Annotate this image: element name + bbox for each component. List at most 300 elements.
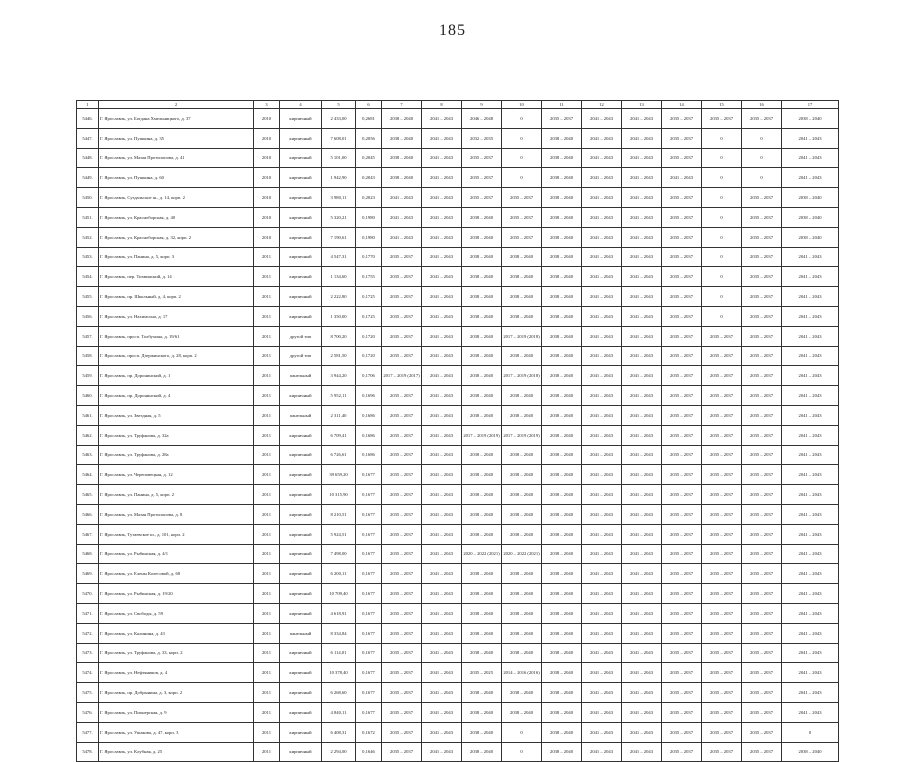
- table-cell: 0,2023: [356, 188, 382, 208]
- table-cell: 2041 – 2043: [782, 584, 839, 604]
- table-cell: 0,1686: [356, 445, 382, 465]
- column-number-cell: 14: [662, 101, 702, 109]
- table-cell: 2041 – 2043: [622, 722, 662, 742]
- table-row: [77, 465, 839, 485]
- table-cell: 2038 – 2040: [462, 584, 502, 604]
- table-cell: 2032 – 2035: [462, 128, 502, 148]
- table-cell: кирпичный: [280, 603, 322, 623]
- address-cell: Г. Ярославль, ул. Пушкина, д. 35: [99, 128, 254, 148]
- table-cell: 2035 – 2037: [382, 584, 422, 604]
- table-cell: 2041 – 2043: [622, 287, 662, 307]
- table-cell: 2035 – 2037: [382, 742, 422, 762]
- table-row: [77, 168, 839, 188]
- table-row: [77, 564, 839, 584]
- table-cell: 2041 – 2043: [622, 504, 662, 524]
- table-cell: 2038 – 2040: [502, 465, 542, 485]
- table-cell: 0,1706: [356, 366, 382, 386]
- table-cell: 2035 – 2037: [742, 386, 782, 406]
- table-cell: 2041 – 2043: [782, 702, 839, 722]
- table-cell: 2035 – 2037: [662, 227, 702, 247]
- table-cell: 2011: [254, 544, 280, 564]
- table-cell: 2038 – 2040: [462, 683, 502, 703]
- table-cell: 0,1725: [356, 287, 382, 307]
- table-cell: 2035 – 2037: [702, 425, 742, 445]
- table-cell: 2020 – 2022 (2021): [462, 544, 502, 564]
- table-cell: 0: [502, 128, 542, 148]
- table-cell: 2041 – 2043: [582, 188, 622, 208]
- table-cell: 2038 – 2040: [502, 683, 542, 703]
- table-cell: 2035 – 2037: [382, 465, 422, 485]
- table-cell: 2041 – 2043: [582, 504, 622, 524]
- table-cell: 2041 – 2043: [782, 346, 839, 366]
- table-cell: 2035 – 2037: [382, 326, 422, 346]
- table-cell: 2011: [254, 465, 280, 485]
- table-cell: 2041 – 2043: [622, 702, 662, 722]
- row-number-cell: 5446.: [77, 109, 99, 129]
- table-cell: 2041 – 2043: [622, 306, 662, 326]
- table-cell: 2035 – 2037: [502, 188, 542, 208]
- table-cell: 2038 – 2040: [462, 564, 502, 584]
- table-cell: 2041 – 2043: [422, 544, 462, 564]
- table-cell: 2035 – 2037: [662, 366, 702, 386]
- table-cell: 2035 – 2037: [742, 524, 782, 544]
- table-cell: 2038 – 2040: [502, 643, 542, 663]
- table-cell: 2017 – 2019 (2019): [502, 425, 542, 445]
- table-cell: 2038 – 2040: [782, 227, 839, 247]
- table-cell: 0,1672: [356, 722, 382, 742]
- table-cell: 2010: [254, 188, 280, 208]
- table-cell: 2035 – 2037: [662, 287, 702, 307]
- table-cell: 2038 – 2040: [462, 267, 502, 287]
- table-cell: 2041 – 2043: [582, 485, 622, 505]
- table-cell: 2038 – 2040: [542, 366, 582, 386]
- table-cell: 0,1770: [356, 247, 382, 267]
- table-cell: 2011: [254, 623, 280, 643]
- table-cell: 5 320,21: [322, 207, 356, 227]
- table-cell: 2011: [254, 287, 280, 307]
- table-cell: 2035 – 2037: [382, 524, 422, 544]
- table-cell: 2038 – 2040: [462, 405, 502, 425]
- table-cell: 2041 – 2043: [622, 623, 662, 643]
- row-number-cell: 5458.: [77, 346, 99, 366]
- table-cell: 2041 – 2043: [622, 564, 662, 584]
- table-cell: 7 608,01: [322, 128, 356, 148]
- table-cell: 0,1677: [356, 524, 382, 544]
- table-cell: 2041 – 2043: [582, 148, 622, 168]
- table-cell: 2011: [254, 306, 280, 326]
- column-number-cell: 12: [582, 101, 622, 109]
- table-cell: 2041 – 2043: [582, 524, 622, 544]
- table-cell: 2038 – 2040: [502, 405, 542, 425]
- row-number-cell: 5477.: [77, 722, 99, 742]
- column-number-cell: 3: [254, 101, 280, 109]
- address-cell: Г. Ярославль, ул. Пушкина, д. 60: [99, 168, 254, 188]
- row-number-cell: 5471.: [77, 603, 99, 623]
- table-cell: 2041 – 2043: [582, 603, 622, 623]
- table-cell: 2038 – 2040: [782, 188, 839, 208]
- table-cell: 2041 – 2043: [582, 683, 622, 703]
- table-cell: 2041 – 2043: [582, 366, 622, 386]
- table-cell: 2035 – 2037: [742, 584, 782, 604]
- table-cell: 2038 – 2040: [462, 722, 502, 742]
- table-cell: 2038 – 2040: [542, 445, 582, 465]
- table-cell: 2035 – 2037: [742, 247, 782, 267]
- table-cell: 2041 – 2043: [422, 247, 462, 267]
- table-cell: 0,1677: [356, 603, 382, 623]
- table-cell: 4 618,91: [322, 603, 356, 623]
- table-cell: 2038 – 2040: [542, 603, 582, 623]
- table-cell: 2035 – 2037: [662, 188, 702, 208]
- address-cell: Г. Ярославль, Тутаевское ш., д. 101, корп. 2: [99, 524, 254, 544]
- table-cell: 0,1677: [356, 623, 382, 643]
- table-cell: 0: [702, 207, 742, 227]
- table-cell: 2011: [254, 267, 280, 287]
- table-cell: 2041 – 2043: [622, 366, 662, 386]
- table-cell: 2038 – 2040: [502, 346, 542, 366]
- address-cell: Г. Ярославль, ул. Рыбинская, д. 4/1: [99, 544, 254, 564]
- table-cell: панельный: [280, 405, 322, 425]
- table-cell: 2038 – 2040: [542, 504, 582, 524]
- table-cell: 2035 – 2037: [662, 722, 702, 742]
- table-cell: панельный: [280, 366, 322, 386]
- table-cell: 0,1646: [356, 742, 382, 762]
- table-cell: 2041 – 2043: [422, 742, 462, 762]
- table-cell: 2041 – 2043: [622, 524, 662, 544]
- table-cell: 2038 – 2040: [462, 386, 502, 406]
- table-cell: 0,2043: [356, 168, 382, 188]
- table-cell: 2041 – 2043: [622, 643, 662, 663]
- address-cell: Г. Ярославль, ул. Звездная, д. 5: [99, 405, 254, 425]
- table-row: [77, 128, 839, 148]
- table-cell: 2035 – 2037: [662, 623, 702, 643]
- table-cell: 2035 – 2037: [742, 109, 782, 129]
- table-cell: кирпичный: [280, 386, 322, 406]
- table-cell: кирпичный: [280, 722, 322, 742]
- address-cell: Г. Ярославль, ул. Мазая Протопопова, д. 8: [99, 504, 254, 524]
- table-row: [77, 524, 839, 544]
- table-cell: 0: [702, 247, 742, 267]
- table-cell: 2011: [254, 326, 280, 346]
- address-cell: Г. Ярославль, ул. Панина, д. 5, корп. 2: [99, 485, 254, 505]
- table-cell: 2041 – 2043: [582, 287, 622, 307]
- table-cell: 0: [702, 267, 742, 287]
- table-cell: 2035 – 2037: [702, 663, 742, 683]
- table-cell: 2 222,80: [322, 287, 356, 307]
- table-cell: 0,1677: [356, 683, 382, 703]
- table-cell: 2038 – 2040: [542, 425, 582, 445]
- table-cell: 2041 – 2043: [422, 643, 462, 663]
- table-cell: 0,2681: [356, 109, 382, 129]
- table-cell: 2035 – 2025: [462, 663, 502, 683]
- table-cell: 0: [502, 742, 542, 762]
- table-cell: 2041 – 2043: [422, 405, 462, 425]
- address-cell: Г. Ярославль, ул. Труфанова, д. 32а: [99, 425, 254, 445]
- table-cell: 2041 – 2043: [422, 504, 462, 524]
- table-cell: 1 942,90: [322, 168, 356, 188]
- table-cell: 2035 – 2037: [382, 544, 422, 564]
- table-cell: 2041 – 2043: [422, 584, 462, 604]
- table-row: [77, 326, 839, 346]
- table-cell: 2041 – 2043: [662, 168, 702, 188]
- table-cell: 2041 – 2043: [382, 227, 422, 247]
- address-cell: Г. Ярославль, ул. Красноборская, д. 32, корп. 2: [99, 227, 254, 247]
- address-cell: Г. Ярославль, Суздальское ш., д. 14, корп. 2: [99, 188, 254, 208]
- table-cell: кирпичный: [280, 168, 322, 188]
- table-cell: 0,1677: [356, 702, 382, 722]
- table-cell: 2035 – 2037: [742, 504, 782, 524]
- table-cell: 2041 – 2043: [582, 207, 622, 227]
- table-row: [77, 425, 839, 445]
- table-cell: 2041 – 2043: [782, 465, 839, 485]
- table-cell: 2041 – 2043: [422, 702, 462, 722]
- row-number-cell: 5464.: [77, 465, 99, 485]
- table-cell: 2035 – 2037: [742, 564, 782, 584]
- table-cell: 1 350,00: [322, 306, 356, 326]
- row-number-cell: 5455.: [77, 287, 99, 307]
- table-cell: 0,2056: [356, 128, 382, 148]
- table-cell: 2035 – 2037: [662, 504, 702, 524]
- table-cell: кирпичный: [280, 485, 322, 505]
- row-number-cell: 5447.: [77, 128, 99, 148]
- table-cell: 2011: [254, 564, 280, 584]
- table-cell: 2041 – 2043: [622, 346, 662, 366]
- table-cell: 0,1677: [356, 485, 382, 505]
- table-cell: 5 101,00: [322, 148, 356, 168]
- table-cell: 2041 – 2043: [422, 207, 462, 227]
- column-number-cell: 15: [702, 101, 742, 109]
- table-cell: 0,1755: [356, 267, 382, 287]
- table-cell: 2011: [254, 485, 280, 505]
- table-cell: 2011: [254, 386, 280, 406]
- table-cell: кирпичный: [280, 247, 322, 267]
- table-cell: 2038 – 2040: [382, 109, 422, 129]
- table-cell: 2041 – 2043: [582, 544, 622, 564]
- table-cell: 2038 – 2040: [782, 109, 839, 129]
- table-cell: 2041 – 2043: [582, 247, 622, 267]
- table-cell: 2035 – 2037: [702, 445, 742, 465]
- table-cell: 0,1720: [356, 326, 382, 346]
- address-cell: Г. Ярославль, ул. Ушакова, д. 47, корп. 3: [99, 722, 254, 742]
- table-cell: 2041 – 2043: [582, 465, 622, 485]
- table-cell: 2041 – 2043: [582, 267, 622, 287]
- table-cell: 6 709,41: [322, 425, 356, 445]
- table-cell: 2041 – 2043: [622, 603, 662, 623]
- table-cell: 2038 – 2040: [502, 584, 542, 604]
- table-cell: кирпичный: [280, 267, 322, 287]
- row-number-cell: 5452.: [77, 227, 99, 247]
- table-cell: 2035 – 2037: [662, 148, 702, 168]
- table-cell: 2041 – 2043: [622, 663, 662, 683]
- table-cell: 2011: [254, 405, 280, 425]
- table-cell: 0: [502, 148, 542, 168]
- table-cell: 2038 – 2040: [382, 128, 422, 148]
- table-cell: 2035 – 2037: [662, 306, 702, 326]
- table-cell: 2041 – 2043: [582, 168, 622, 188]
- table-cell: 0: [702, 188, 742, 208]
- table-row: [77, 287, 839, 307]
- table-cell: 2041 – 2043: [622, 485, 662, 505]
- table-cell: 2041 – 2043: [422, 683, 462, 703]
- table-cell: 2035 – 2037: [702, 544, 742, 564]
- table-cell: 2038 – 2040: [542, 386, 582, 406]
- table-cell: 2035 – 2037: [662, 485, 702, 505]
- table-cell: 2035 – 2037: [382, 485, 422, 505]
- row-number-cell: 5467.: [77, 524, 99, 544]
- table-cell: 3 944,20: [322, 366, 356, 386]
- table-cell: 0,1725: [356, 306, 382, 326]
- table-cell: 2035 – 2037: [742, 207, 782, 227]
- table-cell: 2038 – 2040: [462, 227, 502, 247]
- table-cell: 8 334,84: [322, 623, 356, 643]
- table-cell: 2038 – 2040: [462, 742, 502, 762]
- table-cell: 2011: [254, 524, 280, 544]
- table-cell: 2017 – 2019 (2018): [502, 326, 542, 346]
- table-cell: 2038 – 2040: [462, 504, 502, 524]
- row-number-cell: 5463.: [77, 445, 99, 465]
- table-cell: 2035 – 2037: [702, 722, 742, 742]
- table-cell: 0,1696: [356, 386, 382, 406]
- table-cell: 2038 – 2040: [462, 287, 502, 307]
- table-cell: 0,1686: [356, 405, 382, 425]
- table-cell: 2041 – 2043: [782, 485, 839, 505]
- address-cell: Г. Ярославль, ул. Клубная, д. 25: [99, 742, 254, 762]
- table-cell: 2038 – 2040: [462, 366, 502, 386]
- table-cell: 2035 – 2037: [742, 663, 782, 683]
- table-cell: 2011: [254, 722, 280, 742]
- table-cell: 2041 – 2043: [782, 287, 839, 307]
- table-cell: 2 294,00: [322, 742, 356, 762]
- table-cell: 2035 – 2037: [502, 207, 542, 227]
- table-cell: 2041 – 2043: [422, 227, 462, 247]
- table-cell: 0: [742, 148, 782, 168]
- table-cell: кирпичный: [280, 287, 322, 307]
- table-cell: кирпичный: [280, 306, 322, 326]
- table-cell: панельный: [280, 623, 322, 643]
- table-row: [77, 445, 839, 465]
- table-cell: 2035 – 2037: [702, 504, 742, 524]
- table-cell: 2041 – 2043: [782, 445, 839, 465]
- row-number-cell: 5461.: [77, 405, 99, 425]
- address-cell: Г. Ярославль, ул. Свободы, д. 59: [99, 603, 254, 623]
- table-cell: 2041 – 2043: [622, 584, 662, 604]
- row-number-cell: 5473.: [77, 643, 99, 663]
- table-row: [77, 722, 839, 742]
- table-row: [77, 584, 839, 604]
- table-cell: 2035 – 2037: [702, 109, 742, 129]
- table-cell: 2011: [254, 247, 280, 267]
- table-cell: 2038 – 2040: [462, 207, 502, 227]
- table-cell: 2038 – 2040: [502, 306, 542, 326]
- table-cell: 0,1686: [356, 425, 382, 445]
- table-cell: 2035 – 2037: [382, 643, 422, 663]
- table-cell: 2041 – 2043: [782, 247, 839, 267]
- table-cell: 2041 – 2043: [622, 386, 662, 406]
- row-number-cell: 5453.: [77, 247, 99, 267]
- table-cell: кирпичный: [280, 742, 322, 762]
- table-cell: 2041 – 2043: [622, 188, 662, 208]
- table-cell: кирпичный: [280, 109, 322, 129]
- table-cell: 2011: [254, 683, 280, 703]
- column-number-cell: 10: [502, 101, 542, 109]
- table-cell: 2010: [254, 168, 280, 188]
- table-cell: 2038 – 2040: [542, 326, 582, 346]
- table-row: [77, 663, 839, 683]
- table-cell: 2038 – 2040: [542, 207, 582, 227]
- table-cell: 2041 – 2043: [622, 465, 662, 485]
- address-cell: Г. Ярославль, ул. Череповецкая, д. 12: [99, 465, 254, 485]
- table-cell: 2038 – 2040: [542, 544, 582, 564]
- column-number-cell: 11: [542, 101, 582, 109]
- table-row: [77, 346, 839, 366]
- table-cell: 2035 – 2037: [662, 663, 702, 683]
- row-number-cell: 5465.: [77, 485, 99, 505]
- row-number-cell: 5475.: [77, 683, 99, 703]
- table-cell: 2011: [254, 663, 280, 683]
- address-cell: Г. Ярославль, просп. Дзержинского, д. 28, корп. 2: [99, 346, 254, 366]
- table-cell: 2035 – 2037: [742, 465, 782, 485]
- address-cell: Г. Ярославль, пер. Тихвинский, д. 14: [99, 267, 254, 287]
- table-cell: 2041 – 2043: [622, 227, 662, 247]
- table-cell: 2041 – 2043: [782, 643, 839, 663]
- table-cell: 2035 – 2037: [702, 386, 742, 406]
- table-cell: 0: [782, 722, 839, 742]
- table-cell: 2038 – 2040: [502, 386, 542, 406]
- table-cell: 2035 – 2037: [702, 524, 742, 544]
- table-cell: 2041 – 2043: [422, 168, 462, 188]
- table-row: [77, 109, 839, 129]
- table-cell: 2041 – 2043: [782, 405, 839, 425]
- table-cell: 2035 – 2037: [742, 188, 782, 208]
- table-cell: 10 709,40: [322, 584, 356, 604]
- table-cell: 2041 – 2043: [782, 306, 839, 326]
- table-cell: другой тип: [280, 346, 322, 366]
- table-cell: 2041 – 2043: [422, 188, 462, 208]
- table-cell: 2038 – 2040: [542, 702, 582, 722]
- table-cell: 0: [702, 306, 742, 326]
- row-number-cell: 5470.: [77, 584, 99, 604]
- table-cell: кирпичный: [280, 445, 322, 465]
- table-cell: 2038 – 2040: [542, 306, 582, 326]
- table-cell: 2041 – 2043: [422, 425, 462, 445]
- table-cell: 2041 – 2043: [622, 425, 662, 445]
- table-cell: 2038 – 2040: [462, 326, 502, 346]
- table-cell: 2041 – 2043: [782, 267, 839, 287]
- table-cell: 2035 – 2037: [742, 326, 782, 346]
- table-cell: 2035 – 2037: [742, 267, 782, 287]
- table-cell: 2035 – 2037: [742, 445, 782, 465]
- table-cell: 2041 – 2043: [622, 326, 662, 346]
- table-cell: кирпичный: [280, 425, 322, 445]
- table-cell: 2011: [254, 584, 280, 604]
- table-cell: 2038 – 2040: [462, 445, 502, 465]
- table-cell: 2035 – 2037: [382, 722, 422, 742]
- header-row: [77, 101, 839, 109]
- column-number-cell: 13: [622, 101, 662, 109]
- table-cell: 2035 – 2037: [382, 683, 422, 703]
- table-cell: 2035 – 2037: [662, 524, 702, 544]
- table-cell: 2041 – 2043: [422, 564, 462, 584]
- table-cell: 2041 – 2043: [582, 663, 622, 683]
- table-cell: 2041 – 2043: [622, 683, 662, 703]
- table-cell: 2038 – 2040: [502, 267, 542, 287]
- table-cell: 2041 – 2043: [582, 742, 622, 762]
- page-number: 185: [439, 22, 466, 39]
- table-cell: 2046 – 2048: [462, 109, 502, 129]
- table-cell: 0,1677: [356, 544, 382, 564]
- table-cell: 2041 – 2043: [582, 702, 622, 722]
- column-number-cell: 5: [322, 101, 356, 109]
- table-cell: 2041 – 2043: [782, 168, 839, 188]
